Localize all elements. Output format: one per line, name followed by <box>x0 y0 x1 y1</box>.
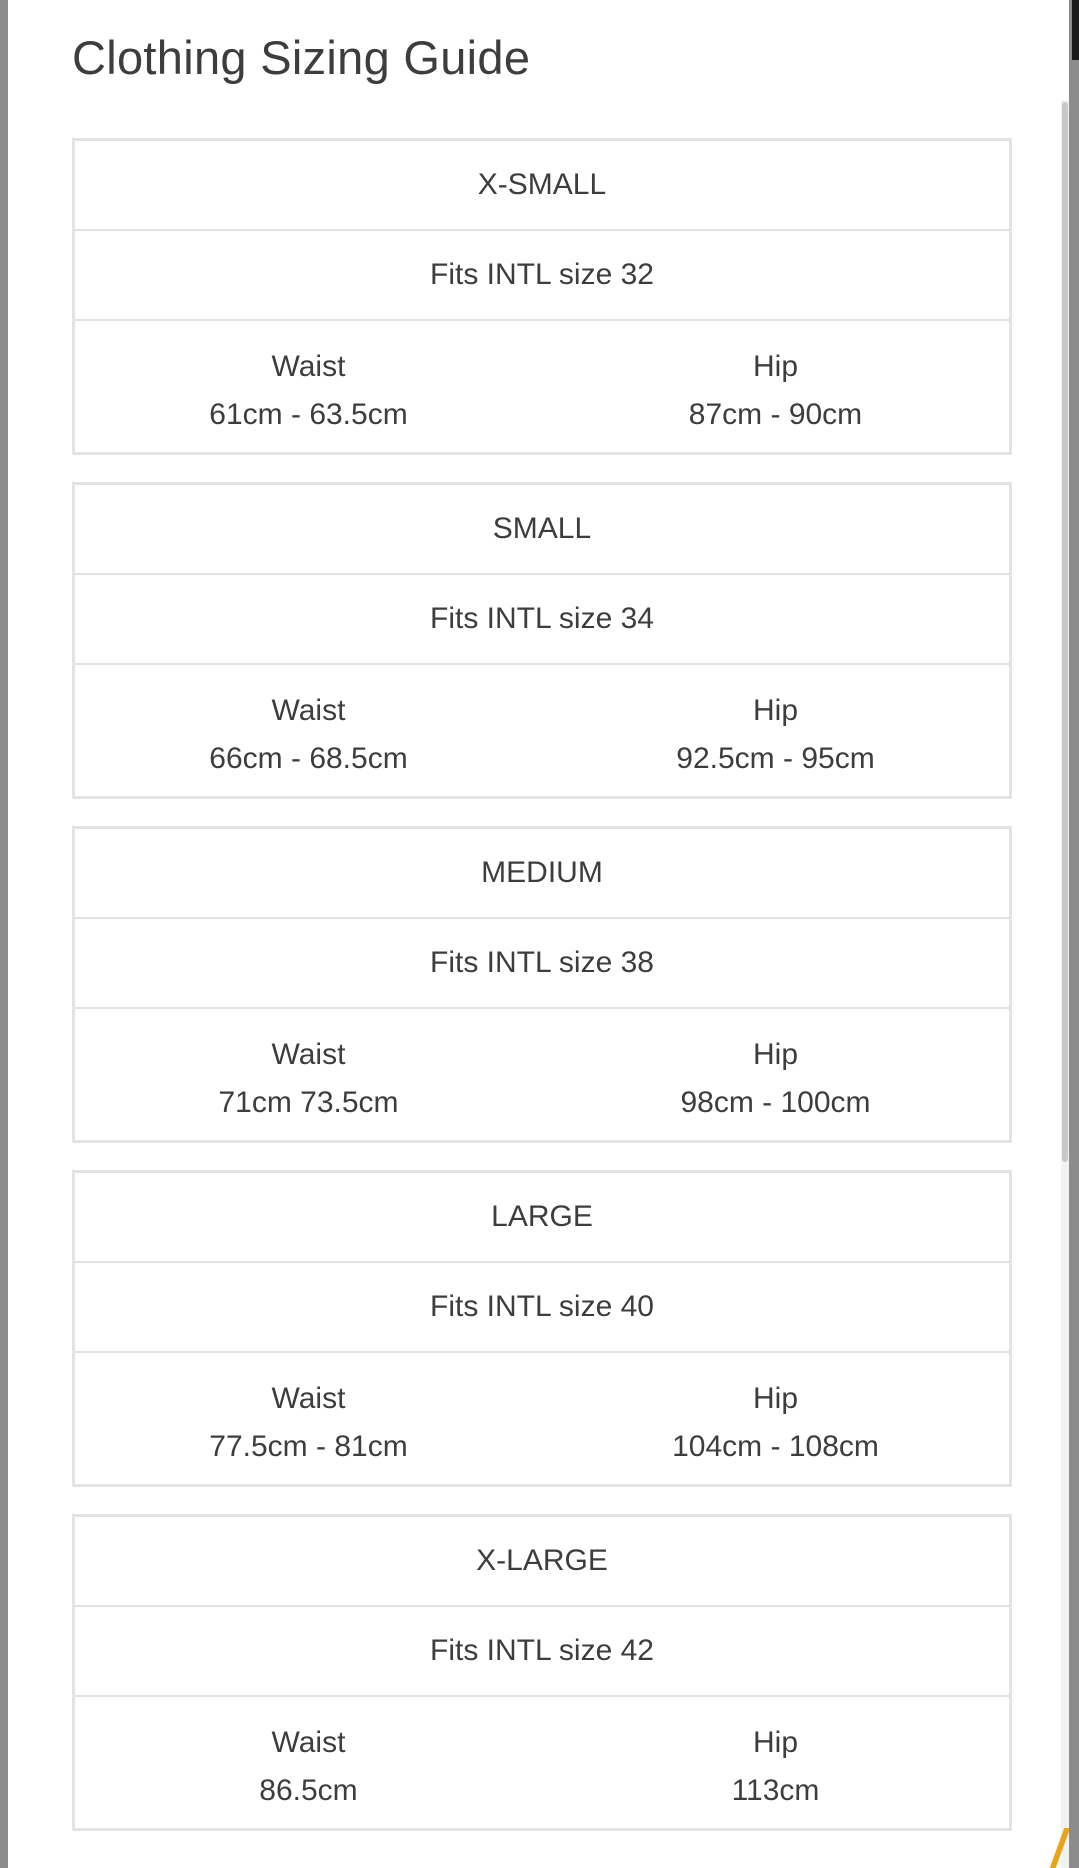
size-fits: Fits INTL size 40 <box>75 1263 1009 1353</box>
hip-column <box>542 1697 1009 1830</box>
size-fits: Fits INTL size 32 <box>75 231 1009 321</box>
size-name: MEDIUM <box>75 829 1009 919</box>
hip-label: Hip <box>752 694 798 727</box>
waist-label: Waist <box>271 350 346 383</box>
hip-column <box>542 665 1009 798</box>
measure-row <box>75 665 1009 798</box>
measure-row <box>75 1009 1009 1142</box>
hip-column <box>542 321 1009 454</box>
measure-row <box>75 321 1009 454</box>
waist-value: 71cm 73.5cm <box>218 1086 399 1119</box>
size-card-x-small <box>72 138 1012 455</box>
scrollbar-thumb[interactable] <box>1062 102 1068 1162</box>
hip-value: 104cm - 108cm <box>672 1430 879 1463</box>
waist-label: Waist <box>271 694 346 727</box>
hip-label: Hip <box>752 1726 798 1759</box>
waist-label: Waist <box>271 1382 346 1415</box>
waist-column <box>75 665 542 798</box>
size-list <box>72 138 1012 1858</box>
waist-column <box>75 1697 542 1830</box>
waist-column <box>75 321 542 454</box>
waist-value: 61cm - 63.5cm <box>209 398 408 431</box>
hip-label: Hip <box>752 350 798 383</box>
sizing-guide-modal <box>8 0 1069 1868</box>
size-fits: Fits INTL size 38 <box>75 919 1009 1009</box>
hip-value: 113cm <box>731 1774 820 1807</box>
hip-value: 92.5cm - 95cm <box>676 742 875 775</box>
size-name: X-LARGE <box>75 1517 1009 1607</box>
size-card-large <box>72 1170 1012 1487</box>
size-card-medium <box>72 826 1012 1143</box>
size-card-x-large <box>72 1514 1012 1831</box>
waist-column <box>75 1009 542 1142</box>
size-card-small <box>72 482 1012 799</box>
hip-column <box>542 1009 1009 1142</box>
size-fits: Fits INTL size 34 <box>75 575 1009 665</box>
measure-row <box>75 1353 1009 1486</box>
size-fits: Fits INTL size 42 <box>75 1607 1009 1697</box>
hip-label: Hip <box>752 1382 798 1415</box>
hip-value: 98cm - 100cm <box>680 1086 871 1119</box>
backdrop-edge <box>1072 0 1079 60</box>
size-name: SMALL <box>75 485 1009 575</box>
waist-value: 77.5cm - 81cm <box>209 1430 408 1463</box>
waist-value: 86.5cm <box>259 1774 358 1807</box>
hip-value: 87cm - 90cm <box>688 398 863 431</box>
hip-label: Hip <box>752 1038 798 1071</box>
waist-value: 66cm - 68.5cm <box>209 742 408 775</box>
waist-label: Waist <box>271 1726 346 1759</box>
hip-column <box>542 1353 1009 1486</box>
size-name: X-SMALL <box>75 141 1009 231</box>
modal-title: Clothing Sizing Guide <box>72 31 531 84</box>
waist-column <box>75 1353 542 1486</box>
waist-label: Waist <box>271 1038 346 1071</box>
size-name: LARGE <box>75 1173 1009 1263</box>
measure-row <box>75 1697 1009 1830</box>
